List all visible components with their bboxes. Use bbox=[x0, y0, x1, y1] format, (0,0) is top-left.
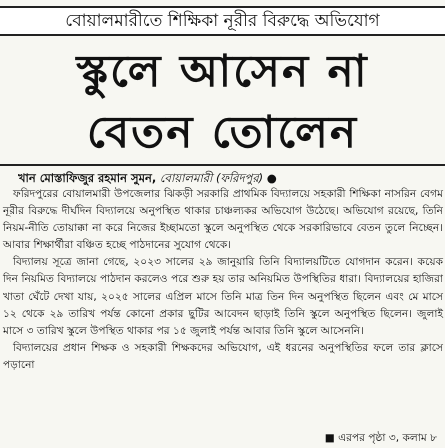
byline bbox=[18, 170, 438, 186]
dateline-location: বোয়ালমারী (ফরিদপুর) bbox=[159, 171, 264, 185]
paragraph-1: ফরিদপুরের বোয়ালমারী উপজেলার ঝিকড়ী সরকারি প্রাথমিক বিদ্যালয়ে সহকারী শিক্ষিকা নাসরিন বেগম নূরীর বিরুদ্ধে দীর্ঘদিন বিদ্যালয়ে অনুপস্থিত থাকার চাঞ্চল্যকর অভিযোগ উঠেছে। অভিযোগ রয়েছে, তিনি নিয়ম-নীতি তোয়াক্কা না করে নিজের ইচ্ছামতো স্কুলে অনুপস্থিত থেকে সরকারিভাবে বেতন তুলে নিচ্ছেন। আবার শিক্ষার্থীরা বঞ্চিত হচ্ছে পাঠদানের সুযোগ থেকে। bbox=[3, 188, 443, 252]
headline-line-2: বেতন তোলেন bbox=[86, 107, 359, 158]
continuation-note: ■ এরপর পৃষ্ঠা ৩, কলাম ৮ bbox=[324, 432, 437, 444]
headline-line-1: স্কুলে আসেন না bbox=[76, 46, 369, 97]
article-body bbox=[3, 186, 443, 374]
paragraph-3: বিদ্যালয়ের প্রধান শিক্ষক ও সহকারী শিক্ষকদের অভিযোগ, এই ধরনের অনুপস্থিতির ফলে তার ক্লাসে পড়ানো bbox=[3, 341, 443, 371]
reporter-name: খান মোস্তাফিজুর রহমান সুমন, bbox=[18, 171, 157, 185]
headline-kicker: বোয়ালমারীতে শিক্ষিকা নূরীর বিরুদ্ধে অভিযোগ bbox=[0, 6, 445, 36]
headline-divider bbox=[0, 164, 445, 166]
paragraph-2: বিদ্যালয় সূত্রে জানা গেছে, ২০২৩ সালের ২৯ জানুয়ারি তিনি বিদ্যালয়টিতে যোগদান করেন। কয়েক দিন নিয়মিত বিদ্যালয়ে পাঠদান করলেও পরে শুরু হয় তার অনিয়মিত উপস্থিতির ধারা। বিদ্যালয়ের হাজিরা খাতা ঘেঁটে দেখা যায়, ২০২৫ সালের এপ্রিল মাসে তিনি মাত্র তিন দিন অনুপস্থিত ছিলেন এবং মে মাসে ১২ থেকে ২৯ তারিখ পর্যন্ত কোনো প্রকার ছুটির আবেদন ছাড়াই তিনি স্কুলে অনুপস্থিত ছিলেন। জুলাই মাসে ৩ তারিখ স্কুলে উপস্থিত থাকার পর ১৫ জুলাই পর্যন্ত আবার তিনি স্কুলে আসেননি। bbox=[3, 256, 443, 337]
byline-bullet: ● bbox=[266, 171, 277, 185]
